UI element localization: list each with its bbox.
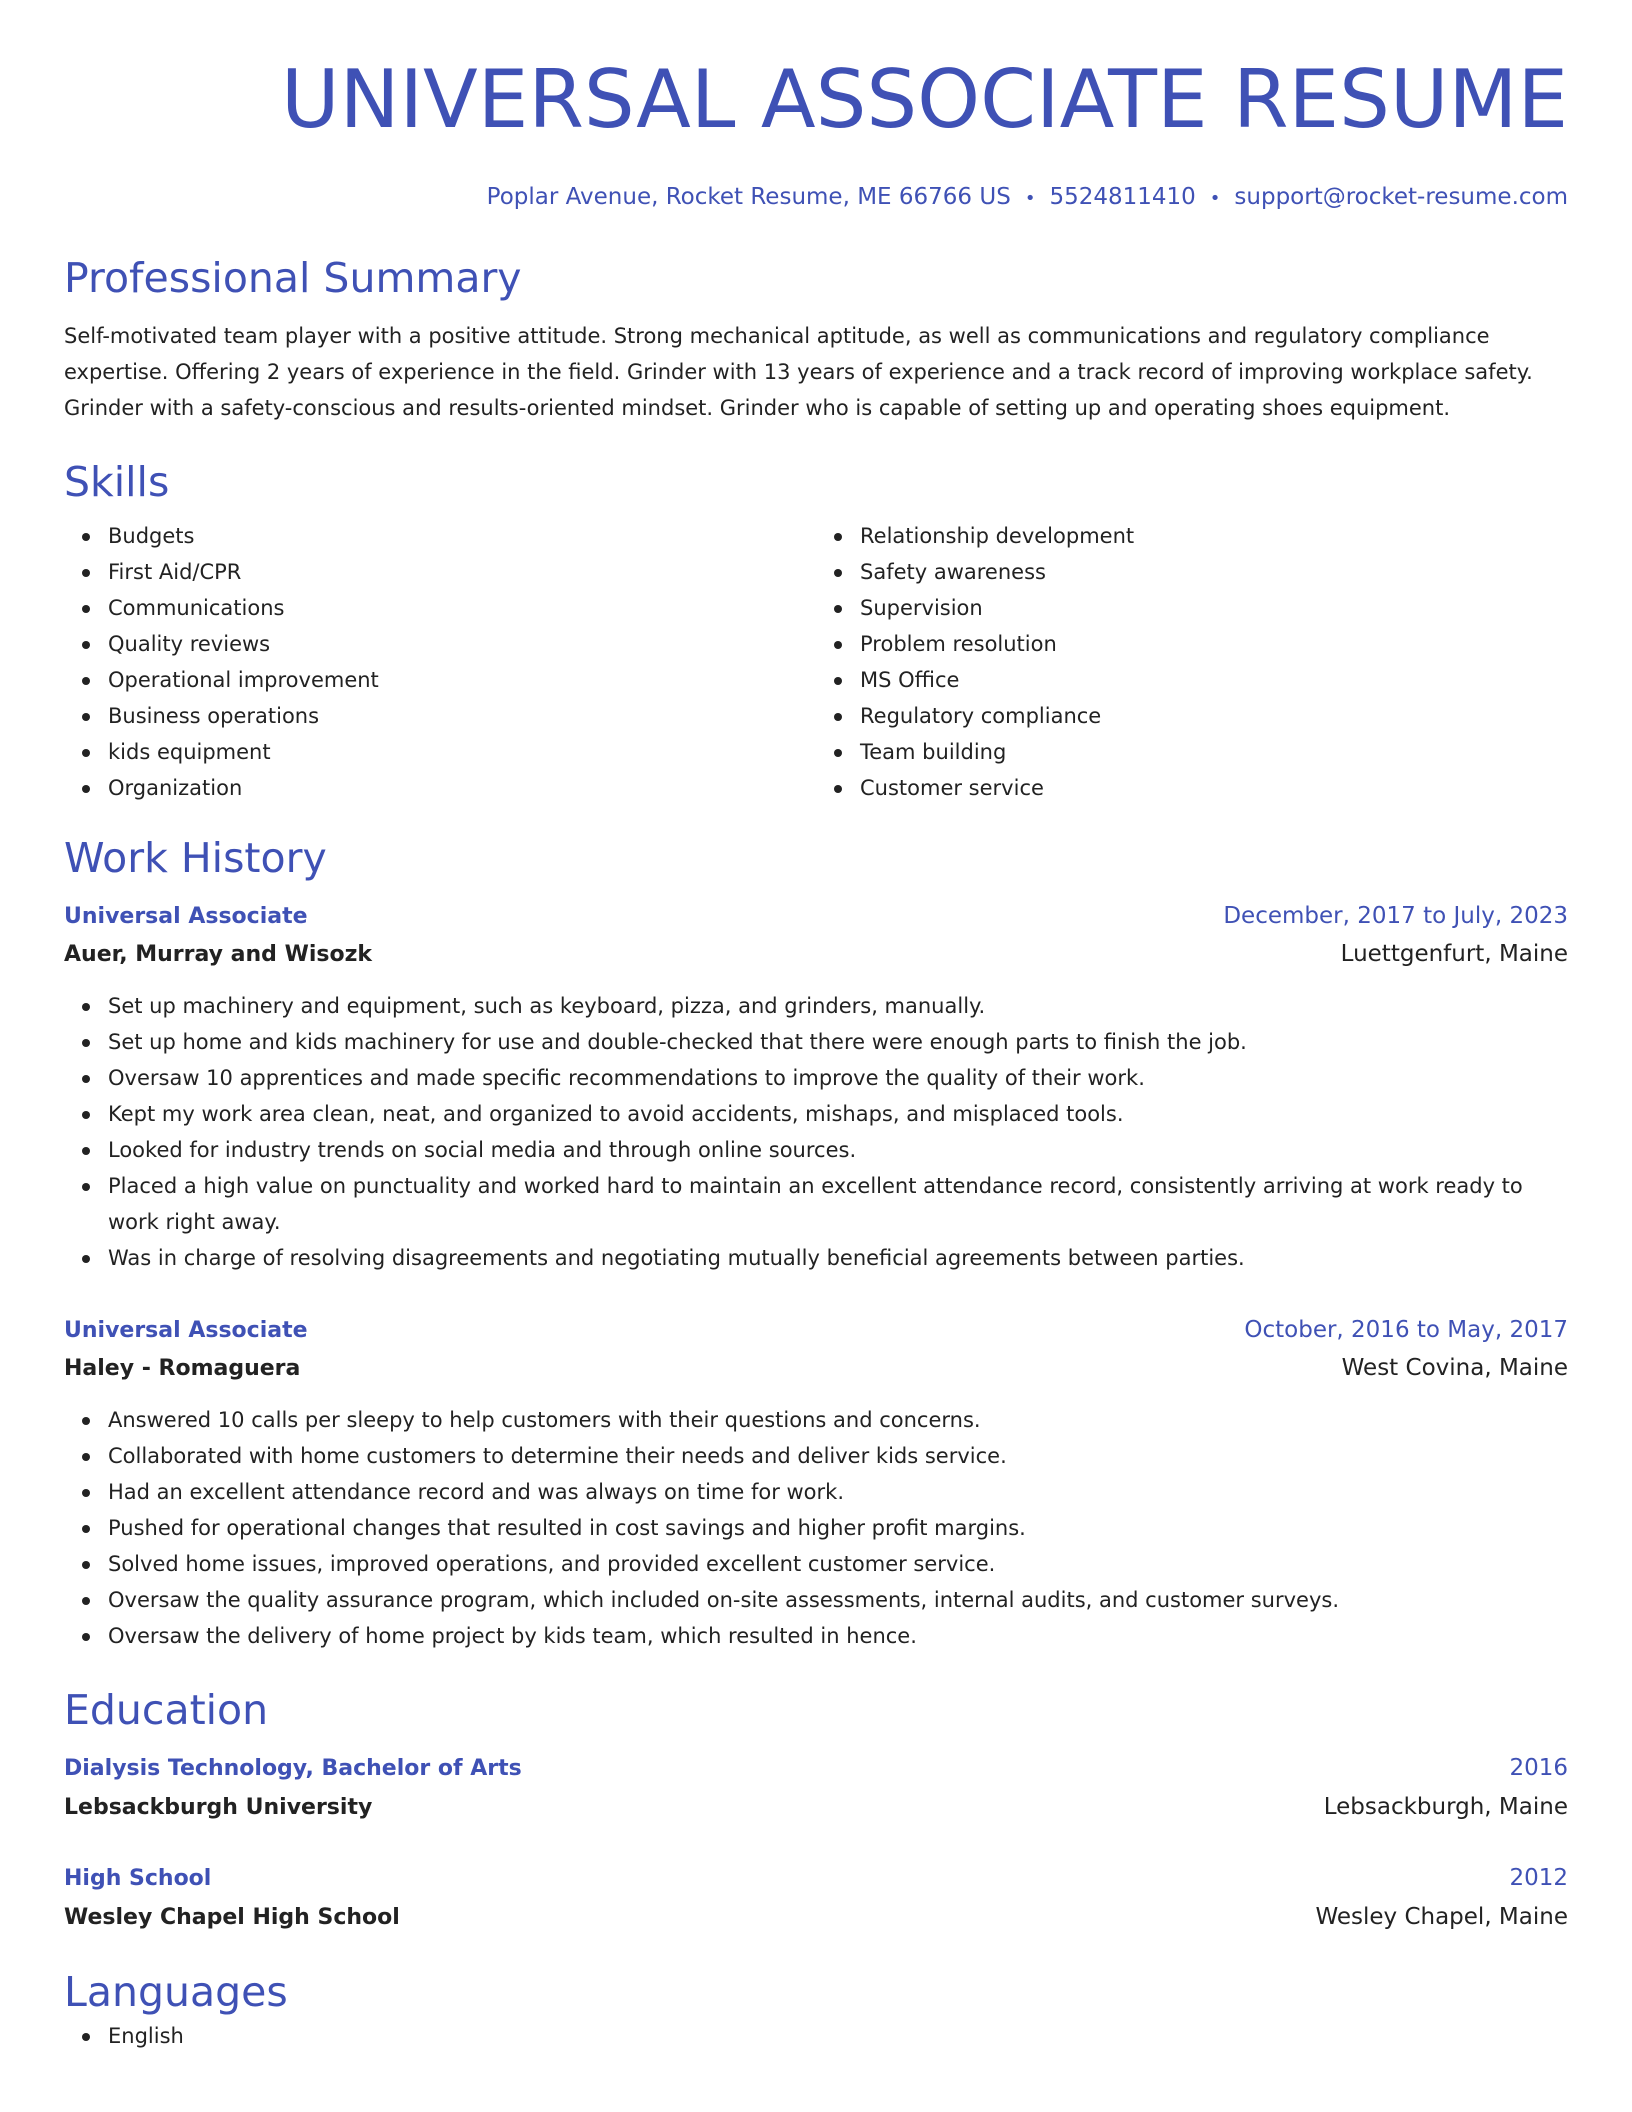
job-location: Luettgenfurt, Maine [1340,941,1568,967]
languages-list [64,2018,1568,2054]
job-employer-row [64,1349,1568,1388]
education-degree-row [64,1860,1568,1897]
skill-item: First Aid/CPR [108,554,816,590]
job-title: Universal Associate [64,1318,308,1343]
job-bullet-list [64,988,1568,1276]
resume-page [64,0,1568,2054]
job-bullet: Kept my work area clean, neat, and organized to avoid accidents, mishaps, and misplaced tools. [108,1096,1568,1132]
skills-column-right [816,518,1568,806]
skill-item: Team building [860,734,1568,770]
skill-item: Communications [108,590,816,626]
contact-separator: • [1024,188,1036,209]
job-dates: October, 2016 to May, 2017 [1244,1317,1568,1343]
resume-header [64,0,1568,214]
contact-email: support@rocket-resume.com [1234,184,1568,210]
skill-item: Regulatory compliance [860,698,1568,734]
job-title-row [64,898,1568,935]
job-bullet-list [64,1402,1568,1654]
skills-grid [64,518,1568,806]
education-degree: High School [64,1866,212,1891]
contact-address: Poplar Avenue, Rocket Resume, ME 66766 US [486,184,1011,210]
skill-item: Problem resolution [860,626,1568,662]
skill-item: Operational improvement [108,662,816,698]
job-bullet: Set up machinery and equipment, such as keyboard, pizza, and grinders, manually. [108,988,1568,1024]
job-bullet: Answered 10 calls per sleepy to help customers with their questions and concerns. [108,1402,1568,1438]
job-bullet: Oversaw 10 apprentices and made specific recommendations to improve the quality of their work. [108,1060,1568,1096]
education-year: 2012 [1509,1865,1568,1891]
job-entry [64,898,1568,1276]
job-title-row [64,1312,1568,1349]
education-degree-row [64,1750,1568,1787]
job-bullet: Solved home issues, improved operations, and provided excellent customer service. [108,1546,1568,1582]
job-bullet: Pushed for operational changes that resulted in cost savings and higher profit margins. [108,1510,1568,1546]
education-location: Lebsackburgh, Maine [1323,1794,1568,1820]
education-school: Wesley Chapel High School [64,1905,400,1930]
skill-item: Quality reviews [108,626,816,662]
skill-item: MS Office [860,662,1568,698]
skill-item: Relationship development [860,518,1568,554]
education-school-row [64,1787,1568,1828]
contact-line [64,182,1568,214]
job-employer-row [64,935,1568,974]
education-school-row [64,1897,1568,1938]
contact-phone: 5524811410 [1049,184,1196,210]
education-degree: Dialysis Technology, Bachelor of Arts [64,1756,522,1781]
education-school: Lebsackburgh University [64,1795,373,1820]
skill-item: Budgets [108,518,816,554]
education-heading: Education [64,1686,269,1734]
job-employer: Auer, Murray and Wisozk [64,942,373,967]
summary-text: Self-motivated team player with a positive attitude. Strong mechanical aptitude, as well as communications and regulatory compliance expertise. Offering 2 years of experience in the field. Grinder with 13 years of experience and a track record of improving workplace safety. Grinder with a safety-conscious and results-oriented mindset. Grinder who is capable of setting up and operating shoes equipment. [64,324,1533,420]
job-bullet: Oversaw the quality assurance program, which included on-site assessments, internal audits, and customer surveys. [108,1582,1568,1618]
job-bullet: Had an excellent attendance record and was always on time for work. [108,1474,1568,1510]
skill-item: Customer service [860,770,1568,806]
skills-heading: Skills [64,458,170,506]
languages-heading: Languages [64,1968,288,2016]
job-title: Universal Associate [64,904,308,929]
education-entry [64,1860,1568,1938]
job-bullet: Placed a high value on punctuality and worked hard to maintain an excellent attendance record, consistently arriving at work ready to work right away. [108,1168,1568,1240]
job-bullet: Was in charge of resolving disagreements and negotiating mutually beneficial agreements between parties. [108,1240,1568,1276]
job-location: West Covina, Maine [1341,1355,1568,1381]
job-entry [64,1312,1568,1654]
job-bullet: Collaborated with home customers to determine their needs and deliver kids service. [108,1438,1568,1474]
resume-name: UNIVERSAL ASSOCIATE RESUME [281,53,1568,146]
job-dates: December, 2017 to July, 2023 [1223,903,1568,929]
contact-separator: • [1209,188,1221,209]
job-bullet: Set up home and kids machinery for use and double-checked that there were enough parts to finish the job. [108,1024,1568,1060]
job-employer: Haley - Romaguera [64,1356,301,1381]
skill-item: Business operations [108,698,816,734]
education-entry [64,1750,1568,1828]
job-bullet: Looked for industry trends on social media and through online sources. [108,1132,1568,1168]
skill-item: Safety awareness [860,554,1568,590]
summary-heading: Professional Summary [64,254,522,302]
skill-item: kids equipment [108,734,816,770]
job-bullet: Oversaw the delivery of home project by kids team, which resulted in hence. [108,1618,1568,1654]
skills-column-left [64,518,816,806]
language-item: English [108,2018,1568,2054]
education-year: 2016 [1509,1755,1568,1781]
work-history-heading: Work History [64,834,327,882]
skill-item: Organization [108,770,816,806]
skill-item: Supervision [860,590,1568,626]
education-location: Wesley Chapel, Maine [1315,1904,1568,1930]
